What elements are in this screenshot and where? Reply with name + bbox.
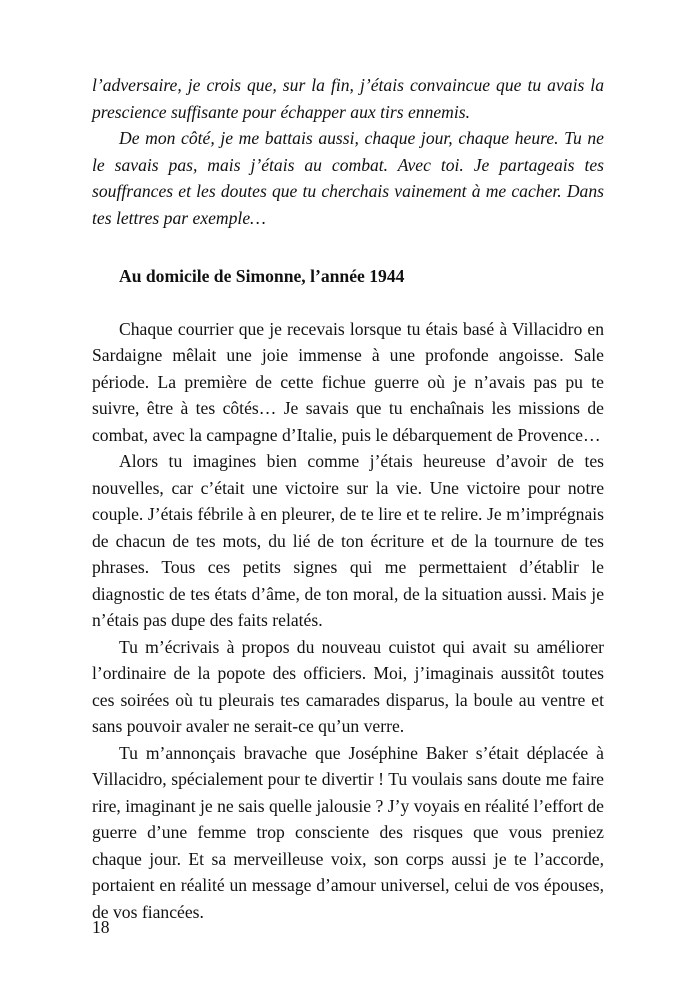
page-body [92, 72, 604, 925]
letter-paragraph: De mon côté, je me battais aussi, chaque jour, chaque heure. Tu ne le savais pas, mais j’étais au combat. Avec toi. Je partageais tes souffrances et les doutes que tu cherchais vainement à me cacher. Dans tes lettres par exemple… [92, 128, 604, 228]
section-heading: Au domicile de Simonne, l’année 1944 [119, 266, 405, 286]
body-paragraph: Chaque courrier que je recevais lorsque tu étais basé à Villacidro en Sardaigne mêlait une joie immense à une profonde angoisse. Sale période. La première de cette fichue guerre où je n’avais pas pu te suivre, être à tes côtés… Je savais que tu enchaînais les missions de combat, avec la campagne d’Italie, puis le débarquement de Provence… [92, 318, 604, 445]
body-paragraph: Tu m’annonçais bravache que Joséphine Baker s’était déplacée à Villacidro, spécialement pour te divertir ! Tu voulais sans doute me faire rire, imaginant je ne sais quelle jalousie ? J’y voyais en réalité l’effort de guerre d’une femme trop consciente des risques que vous preniez chaque jour. Et sa merveilleuse voix, son corps aussi je te l’accorde, portaient en réalité un message d’amour universel, celui de vos épouses, de vos fiancées. [92, 742, 604, 922]
letter-paragraph: l’adversaire, je crois que, sur la fin, j’étais convaincue que tu avais la prescience suffisante pour échapper aux tirs ennemis. [92, 75, 604, 122]
page-number: 18 [92, 917, 110, 937]
body-paragraph: Tu m’écrivais à propos du nouveau cuistot qui avait su améliorer l’ordinaire de la popote des officiers. Moi, j’imaginais aussitôt toutes ces soirées où tu pleurais tes camarades disparus, la boule au ventre et sans pouvoir avaler ne serait-ce qu’un verre. [92, 636, 604, 736]
body-paragraph: Alors tu imagines bien comme j’étais heureuse d’avoir de tes nouvelles, car c’était une victoire sur la vie. Une victoire pour notre couple. J’étais fébrile à en pleurer, de te lire et te relire. Je m’imprégnais de chacun de tes mots, du lié de ton écriture et de la tournure de tes phrases. Tous ces petits signes qui me permettaient d’établir le diagnostic de tes états d’âme, de ton moral, de la situation aussi. Mais je n’étais pas dupe des faits relatés. [92, 451, 604, 630]
